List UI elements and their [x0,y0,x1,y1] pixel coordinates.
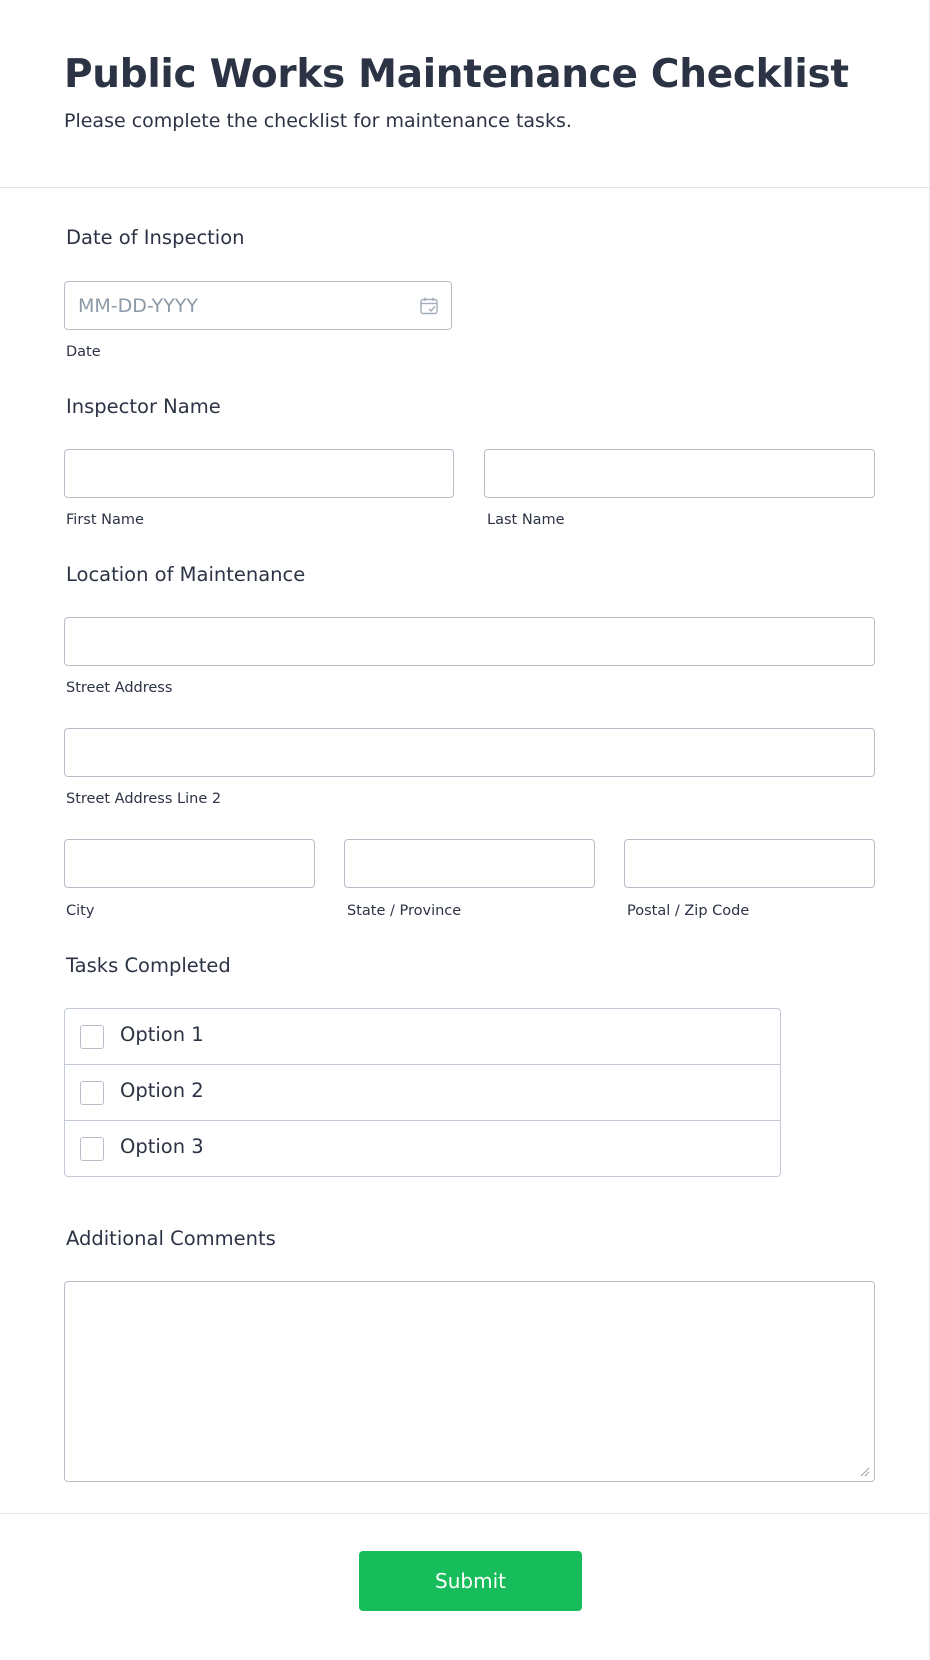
date-input[interactable] [64,281,452,330]
state-sublabel: State / Province [347,903,462,919]
street-address-input[interactable] [64,617,875,666]
street-address-line2-input[interactable] [64,728,875,777]
zip-code-sublabel: Postal / Zip Code [627,903,750,919]
checkbox-option-2[interactable] [65,1065,780,1121]
date-of-inspection-label: Date of Inspection [66,226,245,249]
checkbox-option-label[interactable]: Option 2 [120,1079,204,1102]
zip-code-input[interactable] [624,839,875,888]
first-name-sublabel: First Name [66,512,144,528]
location-label: Location of Maintenance [66,563,306,586]
date-sublabel: Date [66,344,101,360]
tasks-checkbox-group [64,1008,781,1177]
resize-handle-icon[interactable] [860,1467,870,1477]
submit-button[interactable]: Submit [359,1551,582,1611]
calendar-icon[interactable] [419,296,439,316]
comments-textarea[interactable] [64,1281,875,1482]
checkbox-option-3[interactable] [65,1121,780,1177]
inspector-name-label: Inspector Name [66,395,221,418]
checkbox[interactable] [80,1025,104,1049]
city-input[interactable] [64,839,315,888]
additional-comments-label: Additional Comments [66,1227,276,1250]
form-title: Public Works Maintenance Checklist [64,52,849,97]
street-address-sublabel: Street Address [66,680,173,696]
checkbox-option-label[interactable]: Option 1 [120,1023,204,1046]
first-name-input[interactable] [64,449,454,498]
form-footer [0,1513,930,1660]
checkbox[interactable] [80,1081,104,1105]
form-header [0,0,930,188]
checkbox[interactable] [80,1137,104,1161]
state-input[interactable] [344,839,595,888]
tasks-completed-label: Tasks Completed [66,954,231,977]
date-placeholder: MM-DD-YYYY [78,295,198,317]
last-name-sublabel: Last Name [487,512,565,528]
checkbox-option-label[interactable]: Option 3 [120,1135,204,1158]
form-subtitle: Please complete the checklist for maintenance tasks. [64,110,572,132]
city-sublabel: City [66,903,95,919]
last-name-input[interactable] [484,449,875,498]
street-address-line2-sublabel: Street Address Line 2 [66,791,222,807]
checkbox-option-1[interactable] [65,1009,780,1065]
